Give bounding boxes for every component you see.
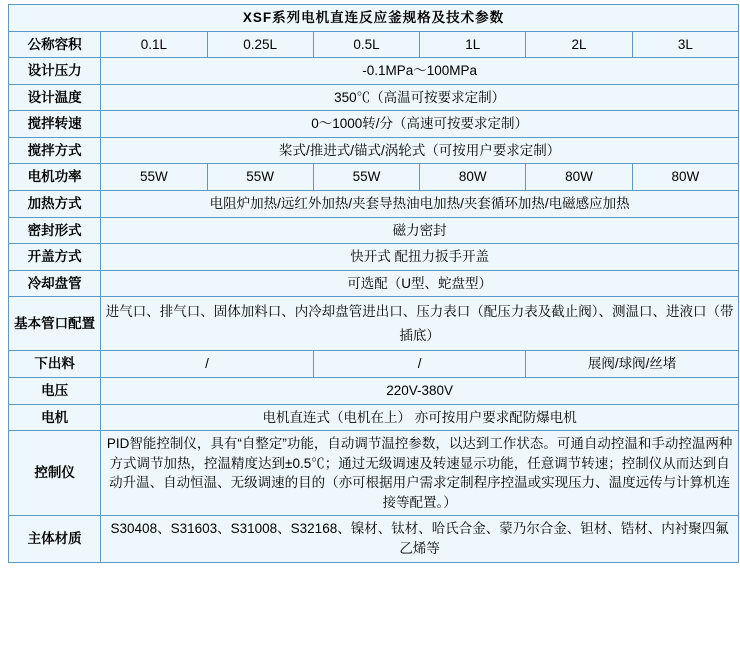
table-cell: 350℃（高温可按要求定制） <box>101 84 739 111</box>
table-row <box>9 84 739 111</box>
table-cell: 55W <box>101 164 207 191</box>
table-row <box>9 164 739 191</box>
table-row <box>9 31 739 58</box>
row-label: 设计温度 <box>9 84 101 111</box>
table-cell: PID智能控制仪，具有“自整定”功能，自动调节温控参数，以达到工作状态。可通自动控温和手动控温两种方式调节加热，控温精度达到±0.5℃；通过无级调速及转速显示功能，任意调节转速；控制仪从而达到自动升温、自动恒温、无级调速的目的（亦可根据用户需求定制程序控温或实现压力、温度远传与计算机连接等配置。） <box>101 431 739 516</box>
table-cell: 磁力密封 <box>101 217 739 244</box>
table-cell: 电阻炉加热/远红外加热/夹套导热油电加热/夹套循环加热/电磁感应加热 <box>101 190 739 217</box>
table-row <box>9 270 739 297</box>
table-cell: 0～1000转/分（高速可按要求定制） <box>101 111 739 138</box>
table-cell: 80W <box>632 164 738 191</box>
table-cell: S30408、S31603、S31008、S32168、镍材、钛材、哈氏合金、蒙乃尔合金、钽材、锆材、内衬聚四氟乙烯等 <box>101 516 739 562</box>
table-row <box>9 297 739 351</box>
row-label: 加热方式 <box>9 190 101 217</box>
row-label: 冷却盘管 <box>9 270 101 297</box>
row-label: 开盖方式 <box>9 244 101 271</box>
row-label: 电机 <box>9 404 101 431</box>
table-cell: 展阀/球阀/丝堵 <box>526 351 739 378</box>
row-label: 搅拌转速 <box>9 111 101 138</box>
table-row <box>9 190 739 217</box>
row-label: 搅拌方式 <box>9 137 101 164</box>
table-cell: 3L <box>632 31 738 58</box>
table-cell: 进气口、排气口、固体加料口、内冷却盘管进出口、压力表口（配压力表及截止阀）、测温口、进液口（带插底） <box>101 297 739 351</box>
table-cell: 80W <box>420 164 526 191</box>
row-label: 控制仪 <box>9 431 101 516</box>
table-row <box>9 351 739 378</box>
table-cell: 80W <box>526 164 632 191</box>
table-cell: 55W <box>207 164 313 191</box>
row-label: 电压 <box>9 378 101 405</box>
table-row <box>9 516 739 562</box>
table-cell: 可选配（U型、蛇盘型） <box>101 270 739 297</box>
table-cell: 快开式 配扭力扳手开盖 <box>101 244 739 271</box>
table-cell: 1L <box>420 31 526 58</box>
table-cell: 电机直连式（电机在上） 亦可按用户要求配防爆电机 <box>101 404 739 431</box>
table-row <box>9 431 739 516</box>
row-label: 下出料 <box>9 351 101 378</box>
table-cell: 0.25L <box>207 31 313 58</box>
table-cell: / <box>101 351 314 378</box>
row-label: 密封形式 <box>9 217 101 244</box>
table-row <box>9 137 739 164</box>
table-cell: 0.1L <box>101 31 207 58</box>
table-cell: 220V-380V <box>101 378 739 405</box>
spec-table <box>8 4 739 563</box>
table-cell: 0.5L <box>313 31 419 58</box>
row-label: 公称容积 <box>9 31 101 58</box>
table-row <box>9 111 739 138</box>
table-row <box>9 404 739 431</box>
table-cell: 55W <box>313 164 419 191</box>
table-row <box>9 378 739 405</box>
table-row <box>9 58 739 85</box>
table-cell: 2L <box>526 31 632 58</box>
table-cell: / <box>313 351 526 378</box>
table-row <box>9 217 739 244</box>
table-cell: 桨式/推进式/锚式/涡轮式（可按用户要求定制） <box>101 137 739 164</box>
row-label: 设计压力 <box>9 58 101 85</box>
row-label: 基本管口配置 <box>9 297 101 351</box>
table-cell: -0.1MPa～100MPa <box>101 58 739 85</box>
page-title: XSF系列电机直连反应釜规格及技术参数 <box>9 5 739 32</box>
table-row-title <box>9 5 739 32</box>
table-row <box>9 244 739 271</box>
row-label: 主体材质 <box>9 516 101 562</box>
row-label: 电机功率 <box>9 164 101 191</box>
